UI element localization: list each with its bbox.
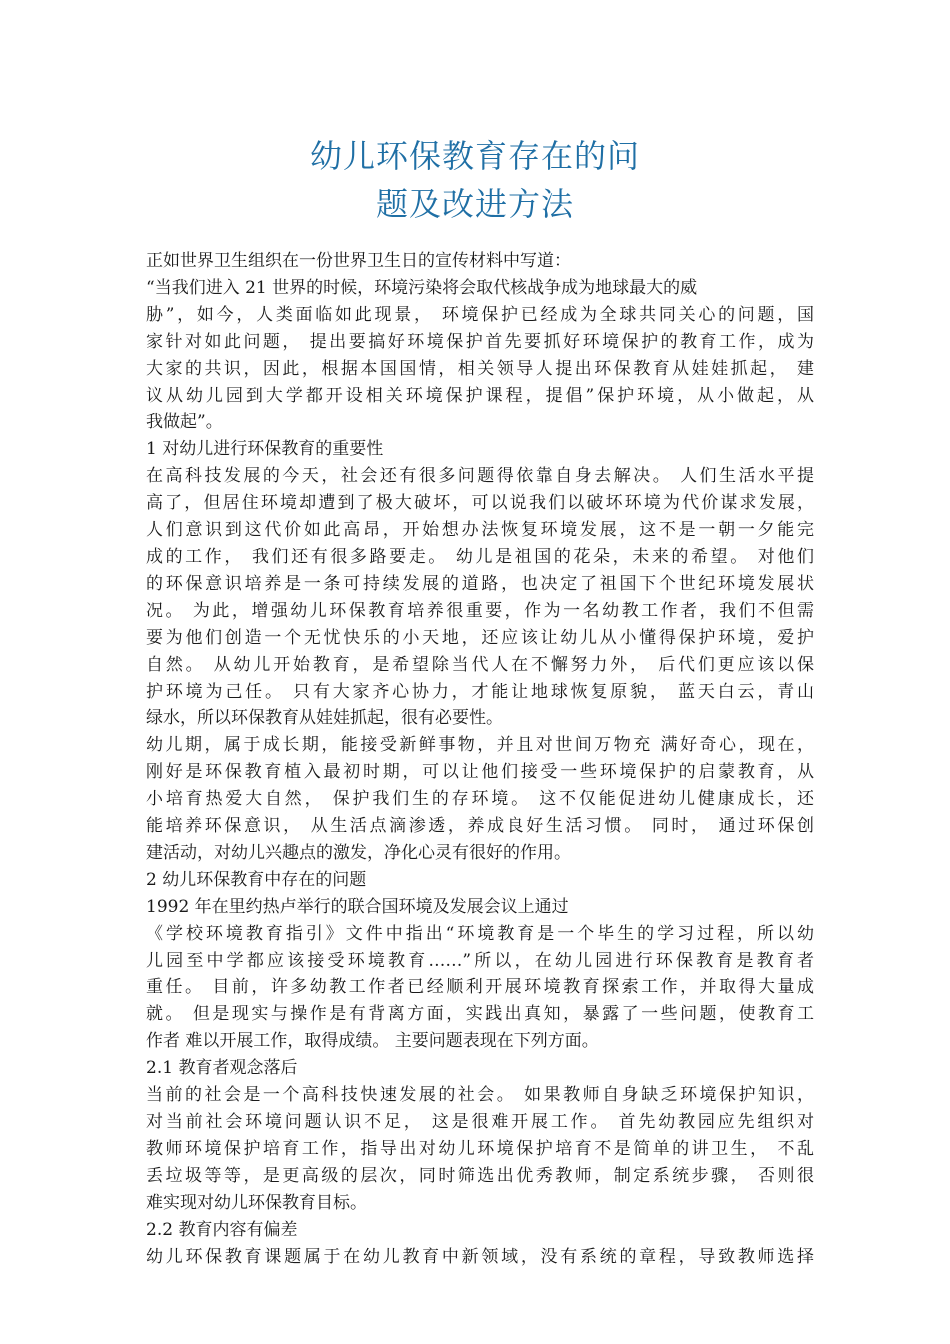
document-title-line-1: 幼儿环保教育存在的问 xyxy=(309,137,640,175)
body-text-line: 重任。 目前，许多幼教工作者已经顺利开展环境教育探索工作，并取得大量成 xyxy=(146,977,814,998)
body-text-line: 幼儿环保教育课题属于在幼儿教育中新领域，没有系统的章程，导致教师选择 xyxy=(146,1246,814,1267)
body-text-line: 成的工作， 我们还有很多路要走。 幼儿是祖国的花朵，未来的希望。 对他们 xyxy=(146,546,814,567)
body-text-line: 刚好是环保教育植入最初时期，可以让他们接受一些环境保护的启蒙教育，从 xyxy=(146,762,814,783)
body-text-line: 作者 难以开展工作，取得成绩。 主要问题表现在下列方面。 xyxy=(146,1031,599,1052)
body-text-line: 《学校环境教育指引》文件中指出“环境教育是一个毕生的学习过程，所以幼 xyxy=(146,923,814,944)
body-text-line: 在高科技发展的今天，社会还有很多问题得依靠自身去解决。 人们生活水平提 xyxy=(146,466,814,487)
body-text-line: 丢垃圾等等，是更高级的层次，同时筛选出优秀教师，制定系统步骤， 否则很 xyxy=(146,1165,814,1186)
body-text-line: 大家的共识，因此，根据本国国情，相关领导人提出环保教育从娃娃抓起， 建 xyxy=(146,358,814,379)
body-text-line: 当前的社会是一个高科技快速发展的社会。 如果教师自身缺乏环境保护知识， xyxy=(146,1085,814,1106)
document-body xyxy=(146,248,814,1270)
body-text-line: 小培育热爱大自然， 保护我们生的存环境。 这不仅能促进幼儿健康成长，还 xyxy=(146,789,814,810)
body-text-line: 胁”，如今，人类面临如此现景， 环境保护已经成为全球共同关心的问题，国 xyxy=(146,304,814,325)
body-text-line: 家针对如此问题， 提出要搞好环境保护首先要抓好环境保护的教育工作，成为 xyxy=(146,331,814,352)
body-text-line: 我做起”。 xyxy=(146,412,223,433)
body-text-line: 儿园至中学都应该接受环境教育……”所以，在幼儿园进行环保教育是教育者 xyxy=(146,950,814,971)
body-text-line: 教师环境保护培育工作，指导出对幼儿环境保护培育不是简单的讲卫生， 不乱 xyxy=(146,1138,814,1159)
body-text-line: 自然。 从幼儿开始教育，是希望除当代人在不懈努力外， 后代们更应该以保 xyxy=(146,654,814,675)
body-text-line: 要为他们创造一个无忧快乐的小天地，还应该让幼儿从小懂得保护环境，爱护 xyxy=(146,627,814,648)
body-text-line: 2.1 教育者观念落后 xyxy=(146,1058,298,1079)
body-text-line: 能培养环保意识， 从生活点滴渗透，养成良好生活习惯。 同时， 通过环保创 xyxy=(146,816,814,837)
body-text-line: 况。 为此，增强幼儿环保教育培养很重要，作为一名幼教工作者，我们不但需 xyxy=(146,600,814,621)
body-text-line: 的环保意识培养是一条可持续发展的道路，也决定了祖国下个世纪环境发展状 xyxy=(146,573,814,594)
body-text-line: 议从幼儿园到大学都开设相关环境保护课程，提倡”保护环境，从小做起，从 xyxy=(146,385,814,406)
body-text-line: 就。 但是现实与操作是有背离方面，实践出真知，暴露了一些问题，使教育工 xyxy=(146,1004,814,1025)
body-text-line: 1992 年在里约热卢举行的联合国环境及发展会议上通过 xyxy=(146,896,569,917)
body-text-line: 对当前社会环境问题认识不足， 这是很难开展工作。 首先幼教园应先组织对 xyxy=(146,1112,814,1132)
body-text-line: 绿水，所以环保教育从娃娃抓起，很有必要性。 xyxy=(146,708,503,729)
body-text-line: 难实现对幼儿环保教育目标。 xyxy=(146,1192,367,1213)
body-text-line: 幼儿期，属于成长期，能接受新鲜事物，并且对世间万物充 满好奇心，现在， xyxy=(146,735,814,756)
body-text-line: “当我们进入 21 世界的时候，环境污染将会取代核战争成为地球最大的威 xyxy=(146,277,698,298)
body-text-line: 护环境为己任。 只有大家齐心协力，才能让地球恢复原貌， 蓝天白云，青山 xyxy=(146,681,814,702)
body-text-line: 正如世界卫生组织在一份世界卫生日的宣传材料中写道： xyxy=(146,251,571,271)
body-text-line: 高了，但居住环境却遭到了极大破坏，可以说我们以破坏环境为代价谋求发展， xyxy=(146,493,814,514)
document-title-line-2: 题及改进方法 xyxy=(375,185,574,223)
body-text-line: 人们意识到这代价如此高昂，开始想办法恢复环境发展，这不是一朝一夕能完 xyxy=(146,520,814,541)
body-text-line: 2.2 教育内容有偏差 xyxy=(146,1219,298,1240)
body-text-line: 1 对幼儿进行环保教育的重要性 xyxy=(146,439,384,460)
body-text-line: 2 幼儿环保教育中存在的问题 xyxy=(146,869,367,890)
body-text-line: 建活动，对幼儿兴趣点的激发，净化心灵有很好的作用。 xyxy=(146,842,571,863)
